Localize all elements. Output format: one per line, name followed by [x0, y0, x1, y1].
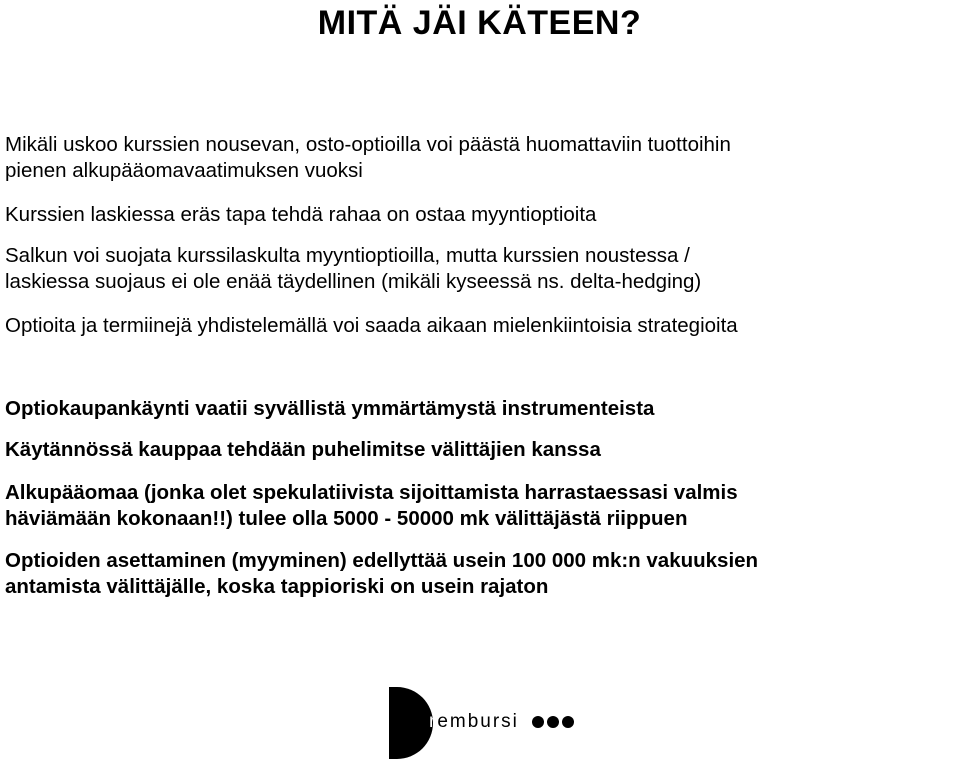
bullet-item: [5, 480, 959, 532]
bullet-item: [5, 396, 959, 422]
bullet-line: Optioita ja termiinejä yhdistelemällä voi saada aikaan mielenkiintoisia strategioita: [5, 314, 738, 337]
bullet-line: Alkupääomaa (jonka olet spekulatiivista sijoittamista harrastaessasi valmis: [5, 481, 738, 504]
bullet-line: Salkun voi suojata kurssilaskulta myyntioptioilla, mutta kurssien noustessa /: [5, 244, 690, 267]
bullet-line: Kurssien laskiessa eräs tapa tehdä rahaa on ostaa myyntioptioita: [5, 203, 597, 226]
bullet-item: [5, 243, 959, 295]
bullet-line: Optiokaupankäynti vaatii syvällistä ymmärtämystä instrumenteista: [5, 397, 655, 420]
bullet-item: [5, 132, 959, 184]
bullet-item: [5, 202, 959, 228]
bullet-item: [5, 313, 959, 339]
bullet-item: [5, 548, 959, 600]
logo-letter-r: r: [429, 711, 438, 732]
slide-title: MITÄ JÄI KÄTEEN?: [317, 4, 642, 42]
bullet-line: pienen alkupääomavaatimuksen vuoksi: [5, 159, 363, 182]
logo-letters: embursi: [437, 711, 519, 732]
logo-dots-icon: [531, 715, 575, 729]
bullet-line: Optioiden asettaminen (myyminen) edellyttää usein 100 000 mk:n vakuuksien: [5, 549, 759, 572]
bullet-item: [5, 437, 959, 463]
remburssi-logo: [389, 687, 589, 759]
bullet-line: Käytännössä kauppaa tehdään puhelimitse välittäjien kanssa: [5, 438, 601, 461]
bullet-line: häviämään kokonaan!!) tulee olla 5000 - 50000 mk välittäjästä riippuen: [5, 507, 688, 530]
logo-wordmark: [429, 711, 519, 733]
bullet-line: antamista välittäjälle, koska tappioriski on usein rajaton: [5, 575, 549, 598]
bullet-line: laskiessa suojaus ei ole enää täydellinen (mikäli kyseessä ns. delta-hedging): [5, 270, 702, 293]
bullet-line: Mikäli uskoo kurssien nousevan, osto-optioilla voi päästä huomattaviin tuottoihin: [5, 133, 731, 156]
